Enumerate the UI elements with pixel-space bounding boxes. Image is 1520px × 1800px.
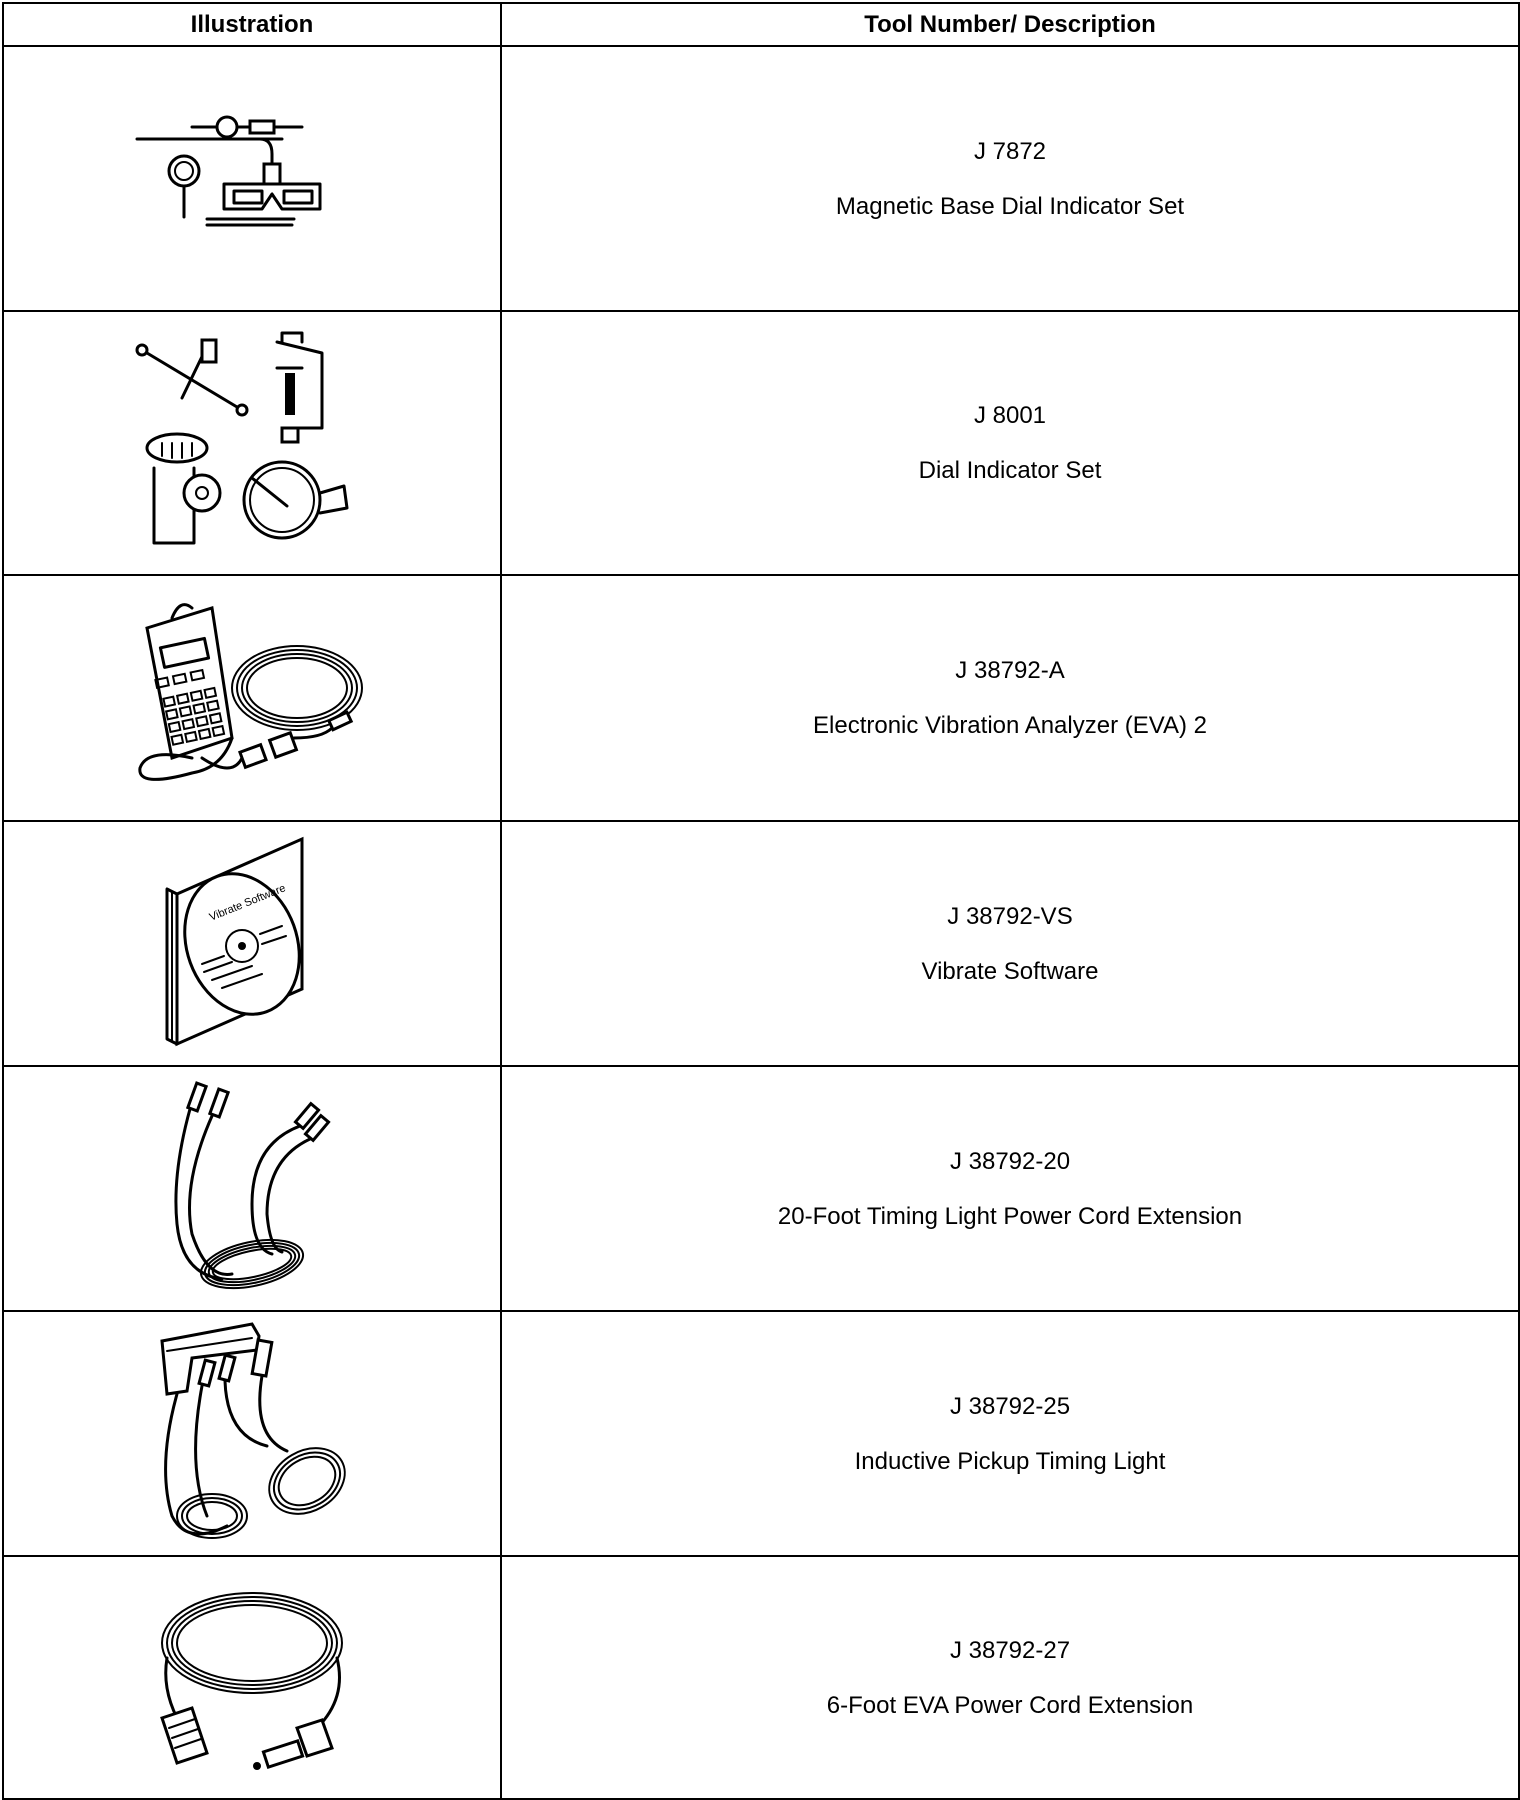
tool-number: J 7872: [973, 137, 1047, 165]
tool-description: Magnetic Base Dial Indicator Set: [835, 192, 1185, 220]
tool-number: J 8001: [973, 402, 1047, 429]
tool-number: J 38792-VS: [947, 902, 1073, 930]
table-row: [3, 1311, 1519, 1556]
tool-number: J 38792-27: [949, 1636, 1071, 1664]
tool-description: 6-Foot EVA Power Cord Extension: [826, 1691, 1194, 1719]
software-cd-label: Vibrate Software: [207, 881, 288, 924]
tool-description: Inductive Pickup Timing Light: [854, 1447, 1166, 1475]
illustration-cell: [3, 46, 501, 311]
illustration-cell: [3, 311, 501, 575]
power-cord-extension-icon: [152, 1074, 352, 1304]
vibration-analyzer-icon: [132, 588, 372, 808]
dial-indicator-set-icon: [132, 328, 372, 558]
tool-table: [2, 2, 1520, 1800]
table-row: [3, 311, 1519, 575]
tool-description: Vibrate Software: [921, 957, 1099, 985]
illustration-cell: [3, 575, 501, 821]
tool-number: J 38792-A: [955, 657, 1065, 684]
header-tool-description: Tool Number/ Description: [501, 3, 1519, 46]
tool-description-cell: [501, 1556, 1519, 1799]
tool-description: 20-Foot Timing Light Power Cord Extension: [777, 1202, 1243, 1230]
magnetic-base-dial-indicator-icon: [132, 99, 372, 259]
tool-description-cell: [501, 1066, 1519, 1311]
illustration-cell: [3, 1311, 501, 1556]
tool-number: J 38792-20: [949, 1147, 1071, 1175]
illustration-cell: [3, 1556, 501, 1799]
tool-description-cell: [501, 46, 1519, 311]
tool-description: Dial Indicator Set: [918, 457, 1102, 484]
tool-description: Electronic Vibration Analyzer (EVA) 2: [813, 712, 1207, 739]
tool-description-cell: [501, 311, 1519, 575]
illustration-cell: [3, 1066, 501, 1311]
timing-light-icon: [147, 1316, 357, 1551]
table-header-row: [3, 3, 1519, 46]
table-row: [3, 46, 1519, 311]
header-illustration: Illustration: [3, 3, 501, 46]
eva-power-cord-icon: [147, 1578, 357, 1778]
tool-description-cell: [501, 821, 1519, 1066]
software-cd-icon: [162, 834, 342, 1054]
table-row: [3, 1556, 1519, 1799]
tool-number: J 38792-25: [949, 1392, 1071, 1420]
illustration-cell: [3, 821, 501, 1066]
tool-description-cell: [501, 575, 1519, 821]
table-row: [3, 575, 1519, 821]
table-row: [3, 1066, 1519, 1311]
table-row: [3, 821, 1519, 1066]
tool-description-cell: [501, 1311, 1519, 1556]
